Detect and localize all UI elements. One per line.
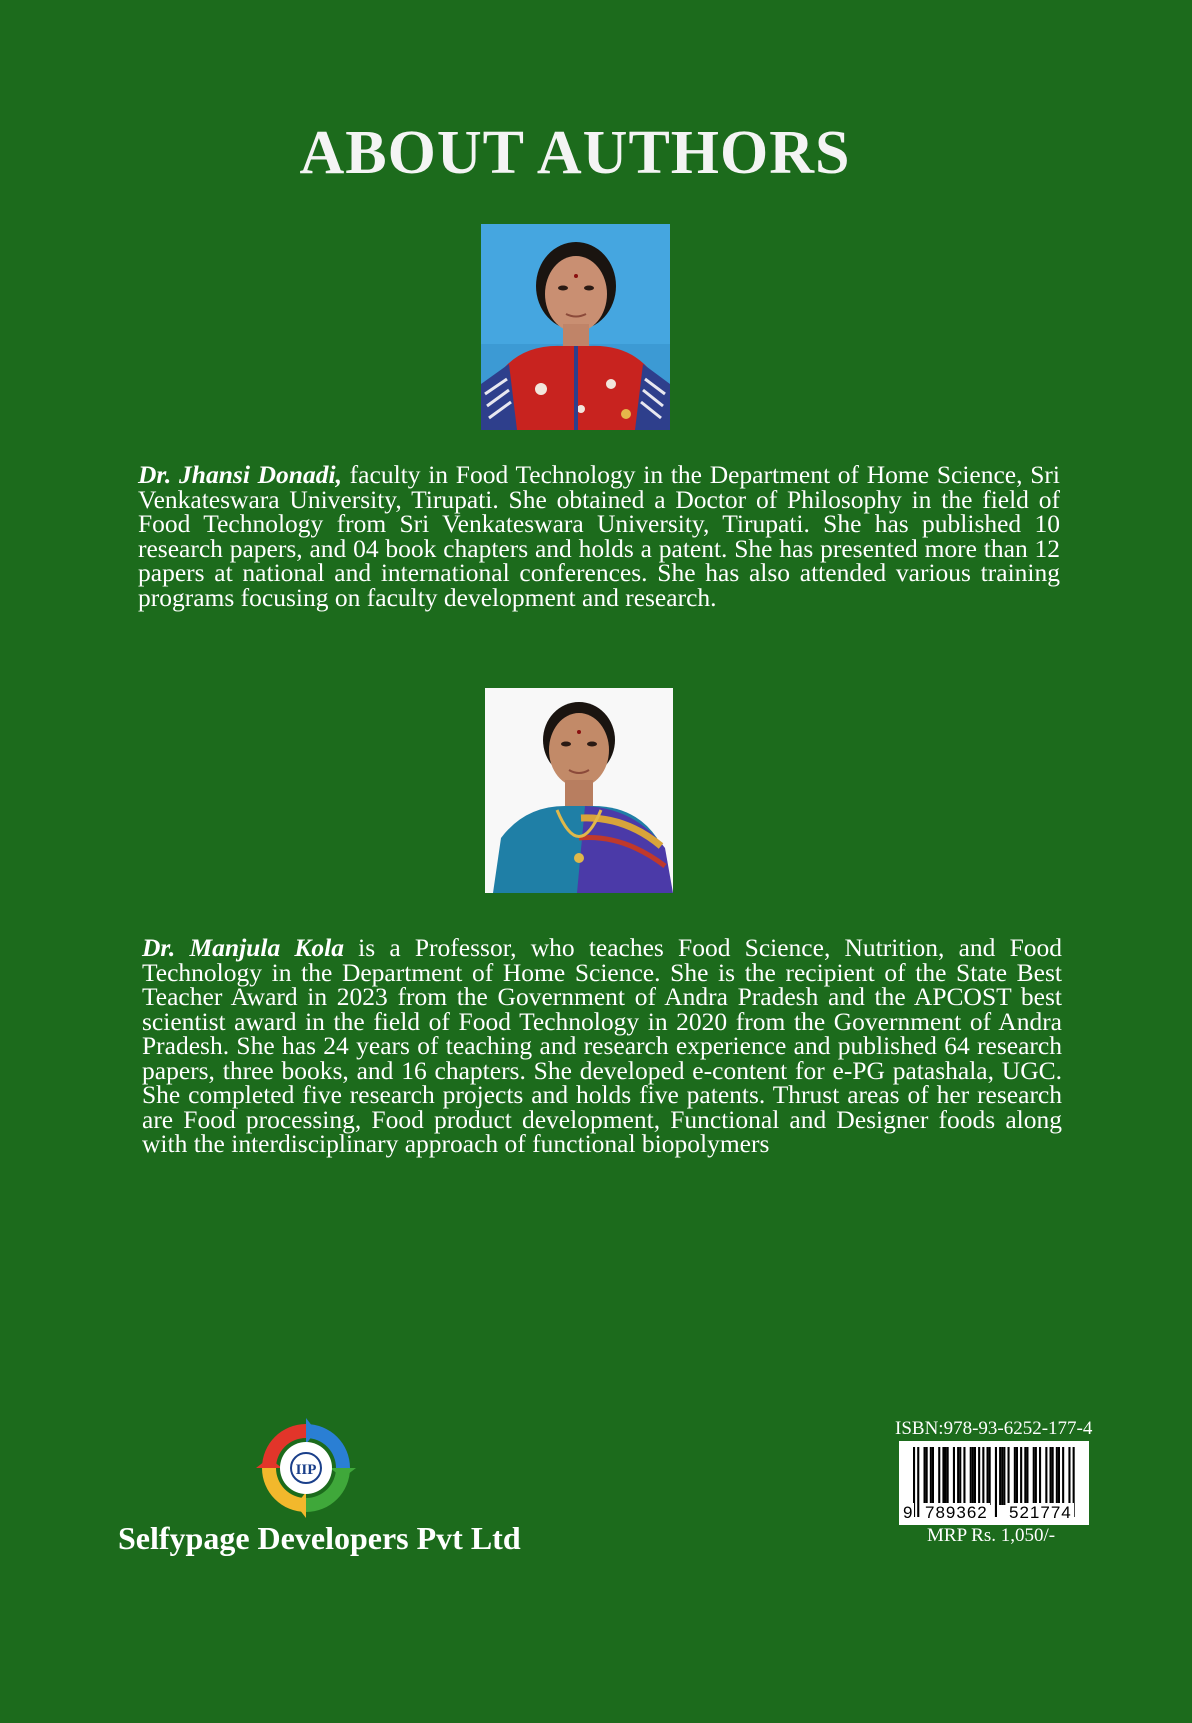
barcode-first-digit: 9: [903, 1503, 913, 1522]
publisher-logo: [256, 1418, 356, 1518]
barcode-digits: [899, 1503, 1089, 1523]
barcode: [899, 1441, 1089, 1525]
barcode-left-group: 789362: [925, 1503, 988, 1522]
page-title: ABOUT AUTHORS: [299, 119, 851, 187]
logo-text: IIP: [295, 1462, 317, 1478]
author-bio-text: faculty in Food Technology in the Department of Home Science, Sri Venkateswara University, Tirupati. She obtained a Doctor of Philosophy in the field of Food Technology from Sri Venkateswara University, Tirupati. She has published 10 research papers, and 04 book chapters and holds a patent. She has presented more than 12 papers at national and international conferences. She has also attended various training programs focusing on faculty development and research.: [138, 460, 1060, 612]
author-photo-jhansi-donadi: [481, 224, 670, 430]
author-bio-text: is a Professor, who teaches Food Science, Nutrition, and Food Technology in the Department of Home Science. She is the recipient of the State Best Teacher Award in 2023 from the Government of Andra Pradesh and the APCOST best scientist award in the field of Food Technology in 2020 from the Government of Andra Pradesh. She has 24 years of teaching and research experience and published 64 research papers, three books, and 16 chapters. She developed e-content for e-PG patashala, UGC. She completed five research projects and holds five patents. Thrust areas of her research are Food processing, Food product development, Functional and Designer foods along with the interdisciplinary approach of functional biopolymers: [142, 933, 1062, 1158]
author-bio-jhansi-donadi: [138, 460, 1060, 612]
author-name: Dr. Manjula Kola: [142, 933, 344, 962]
publisher-name: Selfypage Developers Pvt Ltd: [118, 1520, 521, 1556]
price-label: MRP Rs. 1,050/-: [927, 1525, 1056, 1546]
circular-arrows-logo-icon: [256, 1418, 356, 1518]
author-bio-manjula-kola: [142, 933, 1062, 1158]
barcode-right-group: 521774: [1009, 1503, 1072, 1522]
author-name: Dr. Jhansi Donadi,: [138, 460, 342, 489]
author-photo-manjula-kola: [485, 688, 673, 893]
isbn-label: ISBN:978-93-6252-177-4: [895, 1418, 1093, 1439]
